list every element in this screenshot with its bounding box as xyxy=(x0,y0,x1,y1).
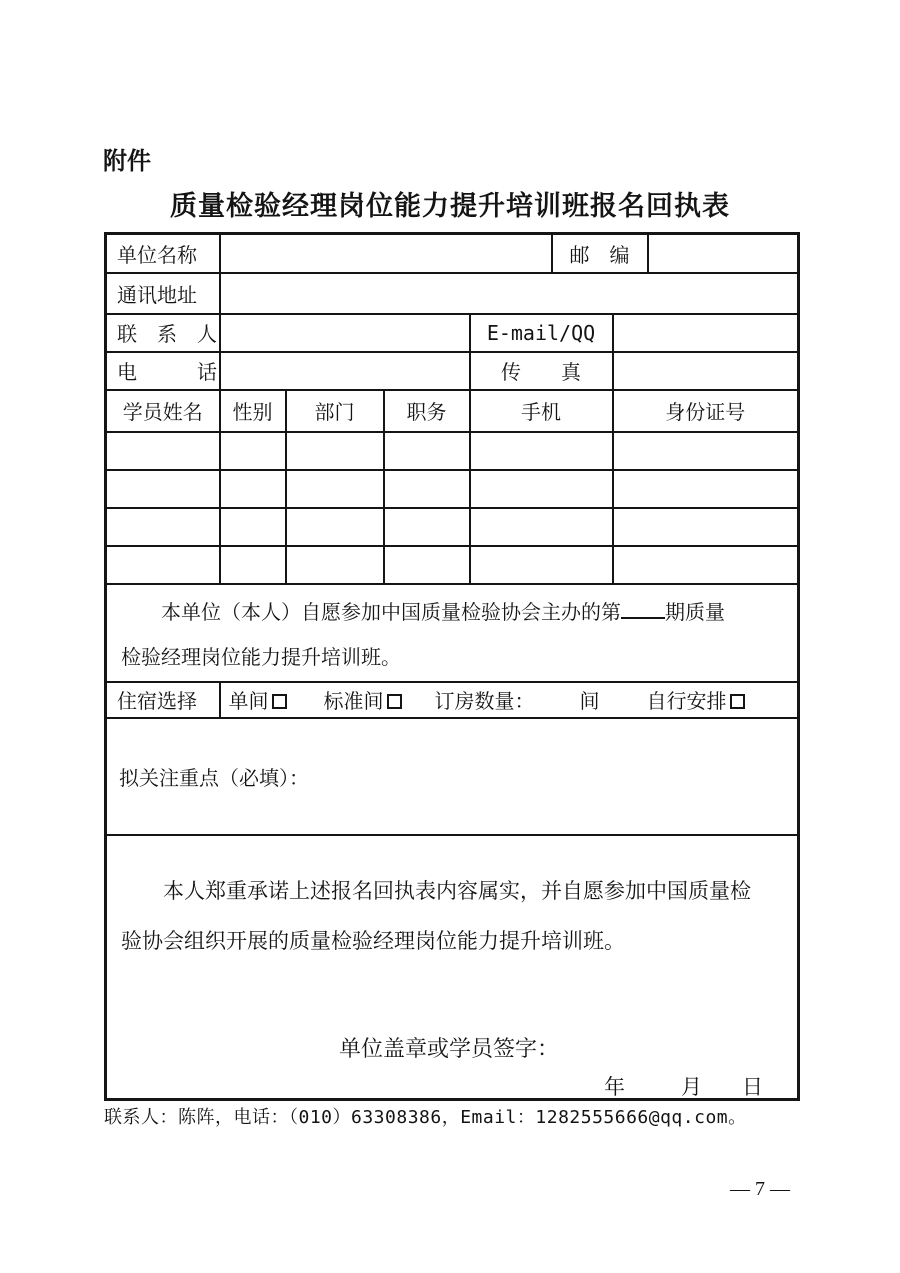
standard-room-checkbox[interactable] xyxy=(387,694,402,709)
phone-row xyxy=(106,352,799,390)
self-arrange-option xyxy=(647,685,745,714)
gender-cell[interactable] xyxy=(220,546,286,584)
col-header-department: 部门 xyxy=(286,390,384,432)
mobile-cell[interactable] xyxy=(470,470,613,508)
student-row-1 xyxy=(106,432,799,470)
date-line xyxy=(107,1076,797,1098)
postal-code-field[interactable] xyxy=(648,234,799,273)
fax-field[interactable] xyxy=(613,352,799,390)
department-cell[interactable] xyxy=(286,546,384,584)
date-year-label: 年 xyxy=(604,1074,625,1099)
pledge-text-line2: 验协会组织开展的质量检验经理岗位能力提升培训班。 xyxy=(121,928,625,953)
col-header-mobile: 手机 xyxy=(470,390,613,432)
standard-room-option xyxy=(324,685,402,714)
phone-field[interactable] xyxy=(220,352,470,390)
contact-person-field[interactable] xyxy=(220,314,470,352)
contact-person-label: 联 系 人 xyxy=(106,314,220,352)
department-cell[interactable] xyxy=(286,470,384,508)
registration-form-table xyxy=(104,232,800,1101)
booking-quantity-label: 订房数量： xyxy=(434,691,535,713)
date-day-label: 日 xyxy=(742,1074,763,1099)
unit-name-row xyxy=(106,234,799,273)
unit-name-label: 单位名称 xyxy=(106,234,220,273)
position-cell[interactable] xyxy=(384,508,470,546)
department-cell[interactable] xyxy=(286,508,384,546)
position-cell[interactable] xyxy=(384,470,470,508)
unit-name-field[interactable] xyxy=(220,234,552,273)
pledge-text-line1: 本人郑重承诺上述报名回执表内容属实，并自愿参加中国质量检 xyxy=(163,878,751,903)
self-arrange-checkbox[interactable] xyxy=(730,694,745,709)
student-row-3 xyxy=(106,508,799,546)
gender-cell[interactable] xyxy=(220,432,286,470)
rooms-unit-label: 间 xyxy=(579,691,600,713)
id-number-cell[interactable] xyxy=(613,470,799,508)
signature-line[interactable] xyxy=(107,1034,797,1064)
participation-text-3: 检验经理岗位能力提升培训班。 xyxy=(121,646,401,669)
col-header-position: 职务 xyxy=(384,390,470,432)
address-label: 通讯地址 xyxy=(106,273,220,314)
self-arrange-label: 自行安排 xyxy=(646,691,727,713)
col-header-gender: 性别 xyxy=(220,390,286,432)
single-room-label: 单间 xyxy=(228,691,269,713)
email-qq-field[interactable] xyxy=(613,314,799,352)
signature-label: 单位盖章或学员签字： xyxy=(339,1035,560,1061)
gender-cell[interactable] xyxy=(220,508,286,546)
accommodation-label: 住宿选择 xyxy=(106,682,220,718)
gender-cell[interactable] xyxy=(220,470,286,508)
session-number-blank[interactable] xyxy=(621,598,665,619)
address-row xyxy=(106,273,799,314)
student-name-cell[interactable] xyxy=(106,546,220,584)
id-number-cell[interactable] xyxy=(613,546,799,584)
col-header-student-name: 学员姓名 xyxy=(106,390,220,432)
department-cell[interactable] xyxy=(286,432,384,470)
pledge-statement xyxy=(121,866,783,966)
student-name-cell[interactable] xyxy=(106,432,220,470)
accommodation-options xyxy=(220,682,799,718)
email-qq-label: E-mail/QQ xyxy=(470,314,613,352)
postal-code-label: 邮 编 xyxy=(552,234,648,273)
single-room-checkbox[interactable] xyxy=(272,694,287,709)
page-number: — 7 — xyxy=(730,1178,790,1200)
fax-label: 传 真 xyxy=(470,352,613,390)
focus-label: 拟关注重点（必填）： xyxy=(119,767,309,790)
student-name-cell[interactable] xyxy=(106,508,220,546)
position-cell[interactable] xyxy=(384,546,470,584)
phone-label: 电 话 xyxy=(106,352,220,390)
student-row-4 xyxy=(106,546,799,584)
contact-row xyxy=(106,314,799,352)
mobile-cell[interactable] xyxy=(470,546,613,584)
page-title: 质量检验经理岗位能力提升培训班报名回执表 xyxy=(170,191,730,221)
address-field[interactable] xyxy=(220,273,799,314)
pledge-row xyxy=(106,835,799,1100)
single-room-option xyxy=(229,685,287,714)
participation-statement xyxy=(106,584,799,682)
student-header-row xyxy=(106,390,799,432)
id-number-cell[interactable] xyxy=(613,432,799,470)
date-month-label: 月 xyxy=(681,1074,702,1099)
attachment-label: 附件 xyxy=(103,148,151,175)
student-row-2 xyxy=(106,470,799,508)
standard-room-label: 标准间 xyxy=(323,691,384,713)
participation-row xyxy=(106,584,799,682)
participation-text-2: 期质量 xyxy=(665,601,725,624)
participation-text-1: 本单位（本人）自愿参加中国质量检验协会主办的第 xyxy=(161,601,621,624)
pledge-cell xyxy=(106,835,799,1100)
position-cell[interactable] xyxy=(384,432,470,470)
mobile-cell[interactable] xyxy=(470,432,613,470)
focus-row xyxy=(106,718,799,835)
mobile-cell[interactable] xyxy=(470,508,613,546)
student-name-cell[interactable] xyxy=(106,470,220,508)
footer-contact-info: 联系人：陈阵，电话：（010）63308386，Email：1282555666@qq.com。 xyxy=(104,1107,747,1128)
accommodation-row xyxy=(106,682,799,718)
focus-notes-cell[interactable] xyxy=(106,718,799,835)
id-number-cell[interactable] xyxy=(613,508,799,546)
col-header-id-number: 身份证号 xyxy=(613,390,799,432)
